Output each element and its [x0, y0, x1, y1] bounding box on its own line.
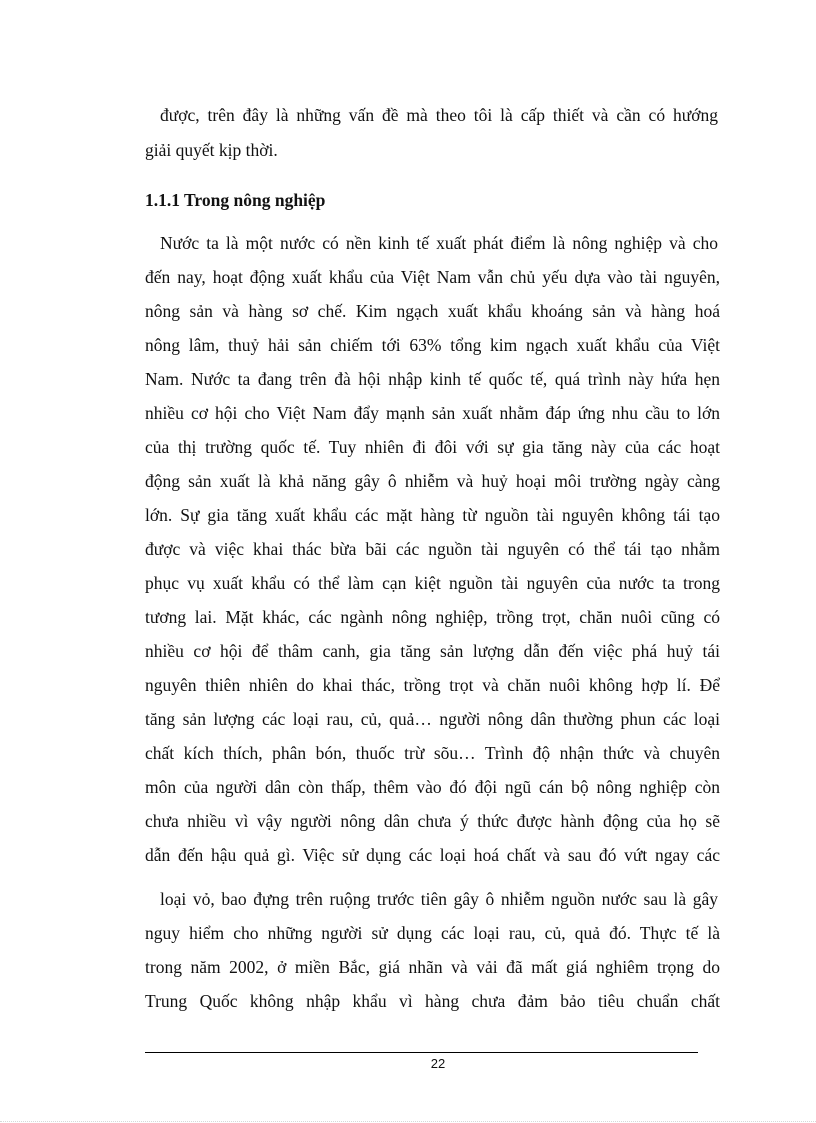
body-line-7: của thị trường quốc tế. Tuy nhiên đi đôi với sự gia tăng này của các hoạt [145, 437, 720, 457]
body-line-23: Trung Quốc không nhập khẩu vì hàng chưa đảm bảo tiêu chuẩn chất [145, 991, 720, 1011]
intro-line-2: giải quyết kịp thời. [145, 140, 278, 160]
body-line-6: nhiều cơ hội cho Việt Nam đẩy mạnh sản xuất nhằm đáp ứng nhu cầu to lớn [145, 403, 720, 423]
body-line-16: chất kích thích, phân bón, thuốc trừ sõu… Trình độ nhận thức và chuyên [145, 743, 720, 763]
body-line-19: dẫn đến hậu quả gì. Việc sử dụng các loại hoá chất và sau đó vứt ngay các [145, 845, 720, 865]
body-line-4: nông lâm, thuỷ hải sản chiếm tới 63% tổng kim ngạch xuất khẩu của Việt [145, 335, 720, 355]
body-line-9: lớn. Sự gia tăng xuất khẩu các mặt hàng từ nguồn tài nguyên không tái tạo [145, 505, 720, 525]
body-line-8: động sản xuất là khả năng gây ô nhiễm và huỷ hoại môi trường ngày càng [145, 471, 720, 491]
body-line-13: nhiều cơ hội để thâm canh, gia tăng sản lượng dẫn đến việc phá huỷ tái [145, 641, 720, 661]
page-number: 22 [430, 1056, 446, 1071]
body-line-18: chưa nhiều vì vậy người nông dân chưa ý thức được hành động của họ sẽ [145, 811, 720, 831]
section-heading: 1.1.1 Trong nông nghiệp [145, 190, 326, 210]
intro-line-1: được, trên đây là những vấn đề mà theo tôi là cấp thiết và cần có hướng [160, 105, 718, 125]
footer-divider [145, 1052, 698, 1053]
body-line-1: Nước ta là một nước có nền kinh tế xuất phát điểm là nông nghiệp và cho [160, 233, 718, 253]
body-line-2: đến nay, hoạt động xuất khẩu của Việt Nam vẫn chủ yếu dựa vào tài nguyên, [145, 267, 720, 287]
body-line-17: môn của người dân còn thấp, thêm vào đó đội ngũ cán bộ nông nghiệp còn [145, 777, 720, 797]
body-line-10: được và việc khai thác bừa bãi các nguồn tài nguyên có thể tái tạo nhằm [145, 539, 720, 559]
body-line-15: tăng sản lượng các loại rau, củ, quả… người nông dân thường phun các loại [145, 709, 720, 729]
body-line-21: nguy hiểm cho những người sử dụng các loại rau, củ, quả đó. Thực tế là [145, 923, 720, 943]
body-line-12: tương lai. Mặt khác, các ngành nông nghiệp, trồng trọt, chăn nuôi cũng có [145, 607, 720, 627]
body-line-11: phục vụ xuất khẩu có thể làm cạn kiệt nguồn tài nguyên của nước ta trong [145, 573, 720, 593]
body-line-20: loại vỏ, bao đựng trên ruộng trước tiên gây ô nhiễm nguồn nước sau là gây [160, 889, 718, 909]
body-line-14: nguyên thiên nhiên do khai thác, trồng trọt và chăn nuôi không hợp lí. Để [145, 675, 720, 695]
body-line-22: trong năm 2002, ở miền Bắc, giá nhãn và vải đã mất giá nghiêm trọng do [145, 957, 720, 977]
page-bottom-border [0, 1121, 816, 1122]
body-line-5: Nam. Nước ta đang trên đà hội nhập kinh tế quốc tế, quá trình này hứa hẹn [145, 369, 720, 389]
body-line-3: nông sản và hàng sơ chế. Kim ngạch xuất khẩu khoáng sản và hàng hoá [145, 301, 720, 321]
